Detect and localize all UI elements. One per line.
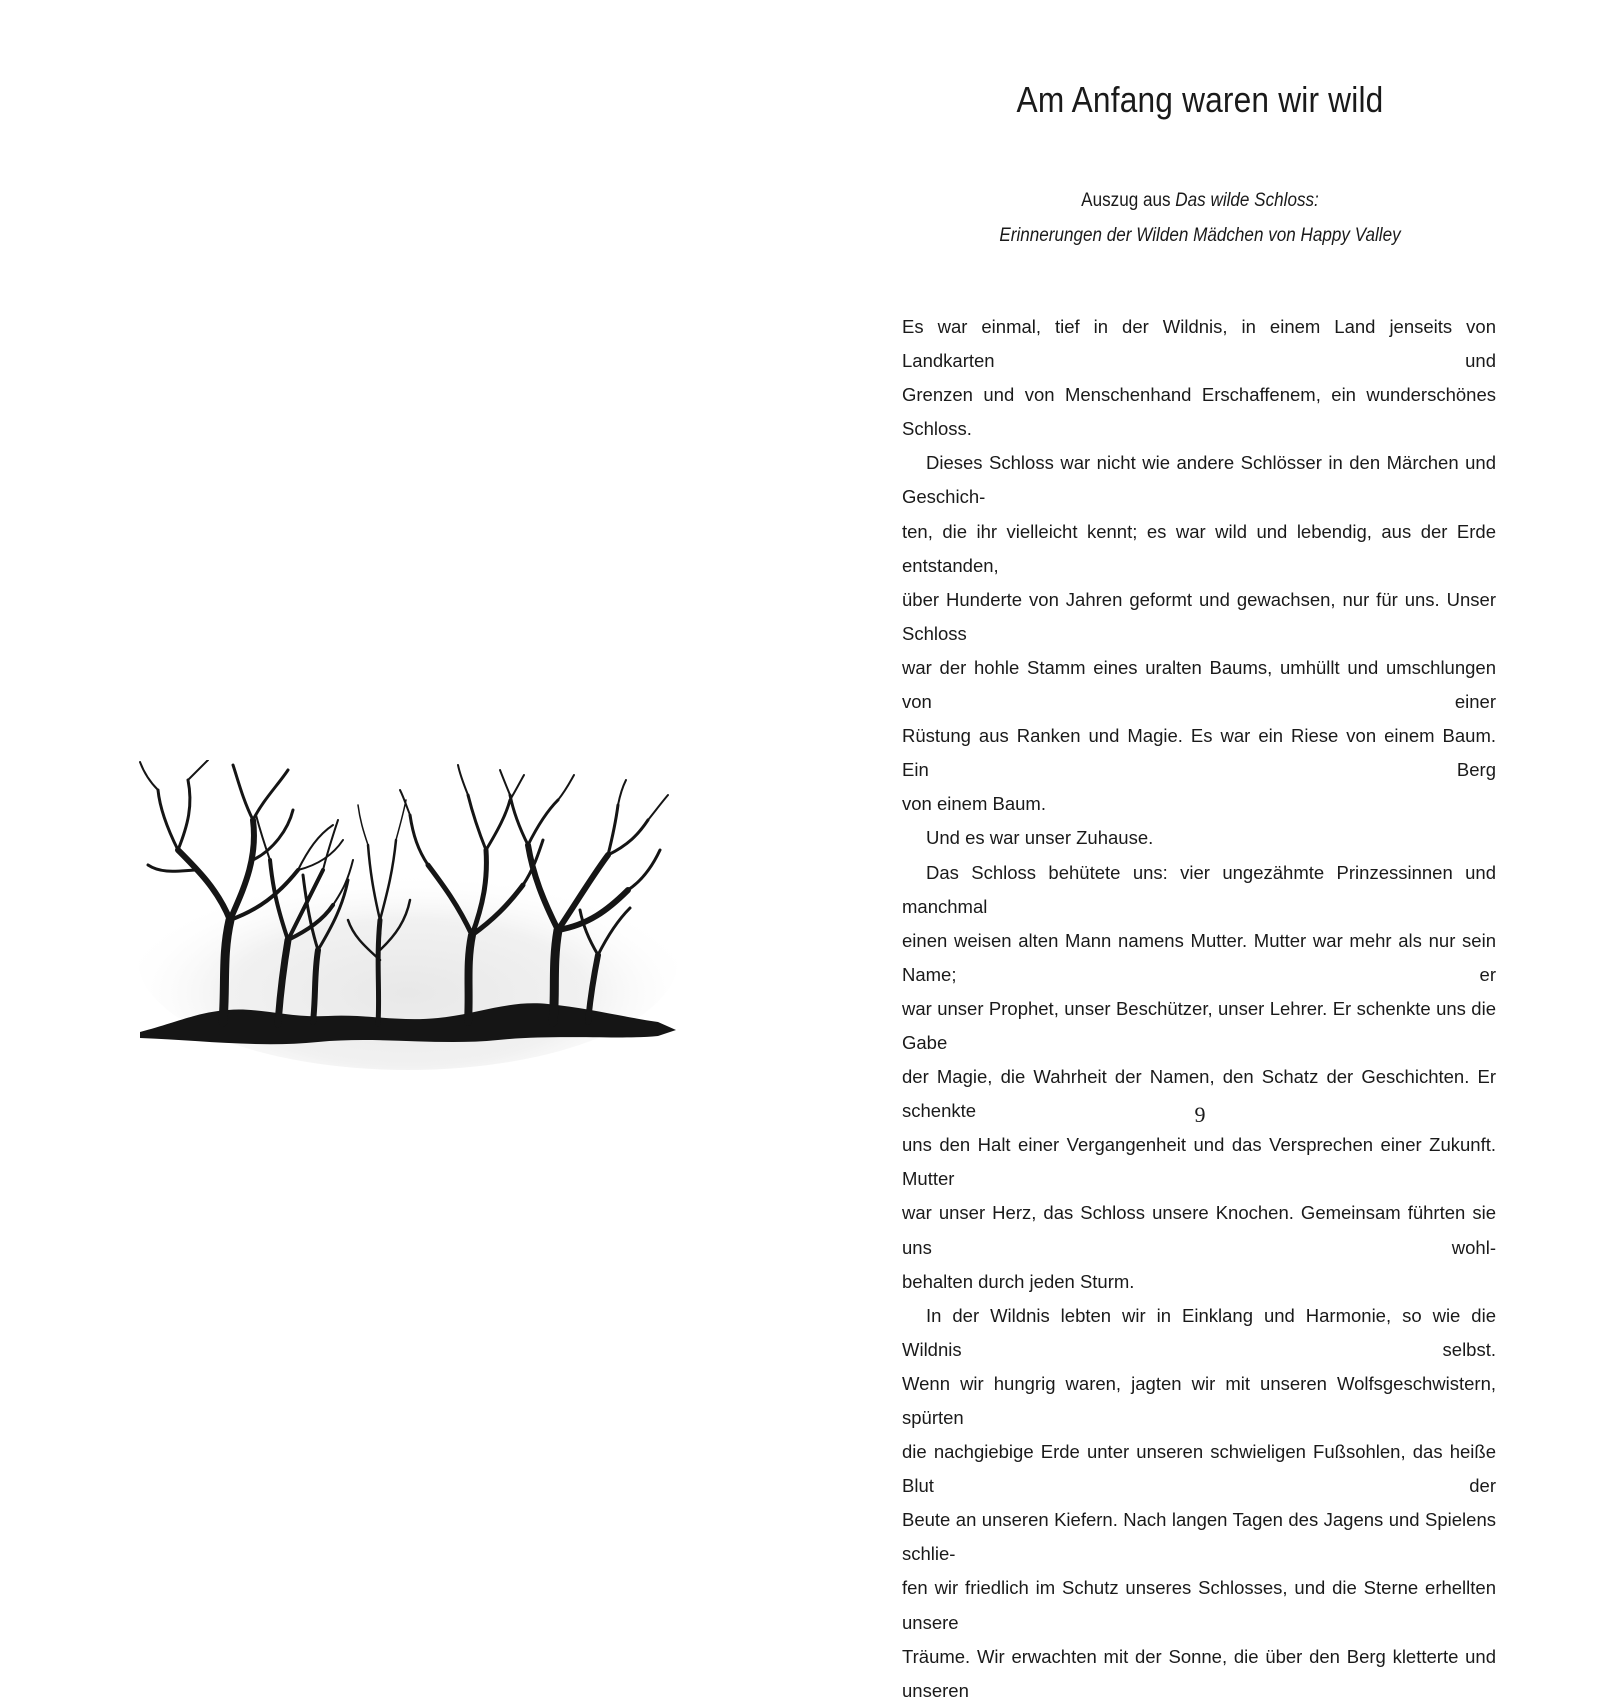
text-line: die nachgiebige Erde unter unseren schwieligen Fußsohlen, das heiße Blut der bbox=[902, 1441, 1496, 1497]
text-line: Beute an unseren Kiefern. Nach langen Tagen des Jagens und Spielens schlie- bbox=[902, 1509, 1496, 1565]
page-number: 9 bbox=[1194, 1102, 1206, 1127]
text-line: einen weisen alten Mann namens Mutter. Mutter war mehr als nur sein Name; er bbox=[902, 929, 1496, 985]
text-line: Grenzen und von Menschenhand Erschaffenem, ein wunderschönes Schloss. bbox=[902, 384, 1496, 440]
text-line: über Hunderte von Jahren geformt und gewachsen, nur für uns. Unser Schloss bbox=[902, 588, 1496, 644]
text-line: Dieses Schloss war nicht wie andere Schlösser in den Märchen und Geschich- bbox=[902, 452, 1496, 508]
text-line: war unser Herz, das Schloss unsere Knochen. Gemeinsam führten sie uns wohl- bbox=[902, 1202, 1496, 1258]
text-line: war der hohle Stamm eines uralten Baums, umhüllt und umschlungen von einer bbox=[902, 656, 1496, 713]
epigraph-line-1 bbox=[930, 183, 1470, 218]
epigraph-prefix: Auszug aus bbox=[1081, 190, 1176, 211]
bare-trees-illustration bbox=[138, 760, 678, 1090]
left-page bbox=[0, 0, 800, 1228]
right-page bbox=[800, 0, 1600, 1701]
text-line: Es war einmal, tief in der Wildnis, in einem Land jenseits von Landkarten und bbox=[902, 316, 1496, 372]
epigraph-line-2 bbox=[930, 218, 1470, 253]
text-line: fen wir friedlich im Schutz unseres Schlosses, und die Sterne erhellten unsere bbox=[902, 1577, 1496, 1633]
chapter-title: Am Anfang waren wir wild bbox=[1016, 79, 1384, 120]
body-text bbox=[902, 310, 1496, 1708]
text-line: ten, die ihr vielleicht kennt; es war wild und lebendig, aus der Erde entstanden, bbox=[902, 520, 1496, 576]
epigraph-book-title: Das wilde Schloss: bbox=[1175, 190, 1319, 211]
text-line: der Magie, die Wahrheit der Namen, den Schatz der Geschichten. Er schenkte bbox=[902, 1066, 1496, 1122]
text-line: Wenn wir hungrig waren, jagten wir mit unseren Wolfsgeschwistern, spürten bbox=[902, 1372, 1496, 1428]
text-line: behalten durch jeden Sturm. bbox=[902, 1270, 1135, 1292]
text-line: In der Wildnis lebten wir in Einklang und Harmonie, so wie die Wildnis selbst. bbox=[902, 1304, 1496, 1360]
text-line: uns den Halt einer Vergangenheit und das Versprechen einer Zukunft. Mutter bbox=[902, 1134, 1496, 1190]
text-line: Das Schloss behütete uns: vier ungezähmte Prinzessinnen und manchmal bbox=[902, 861, 1496, 917]
text-line: von einem Baum. bbox=[902, 793, 1046, 815]
text-line: Rüstung aus Ranken und Magie. Es war ein Riese von einem Baum. Ein Berg bbox=[902, 725, 1496, 781]
text-line: Und es war unser Zuhause. bbox=[926, 827, 1154, 849]
text-line: Träume. Wir erwachten mit der Sonne, die über den Berg kletterte und unseren bbox=[902, 1645, 1496, 1701]
epigraph bbox=[930, 183, 1470, 253]
text-line: war unser Prophet, unser Beschützer, unser Lehrer. Er schenkte uns die Gabe bbox=[902, 997, 1496, 1053]
epigraph-subtitle: Erinnerungen der Wilden Mädchen von Happy Valley bbox=[999, 225, 1401, 246]
